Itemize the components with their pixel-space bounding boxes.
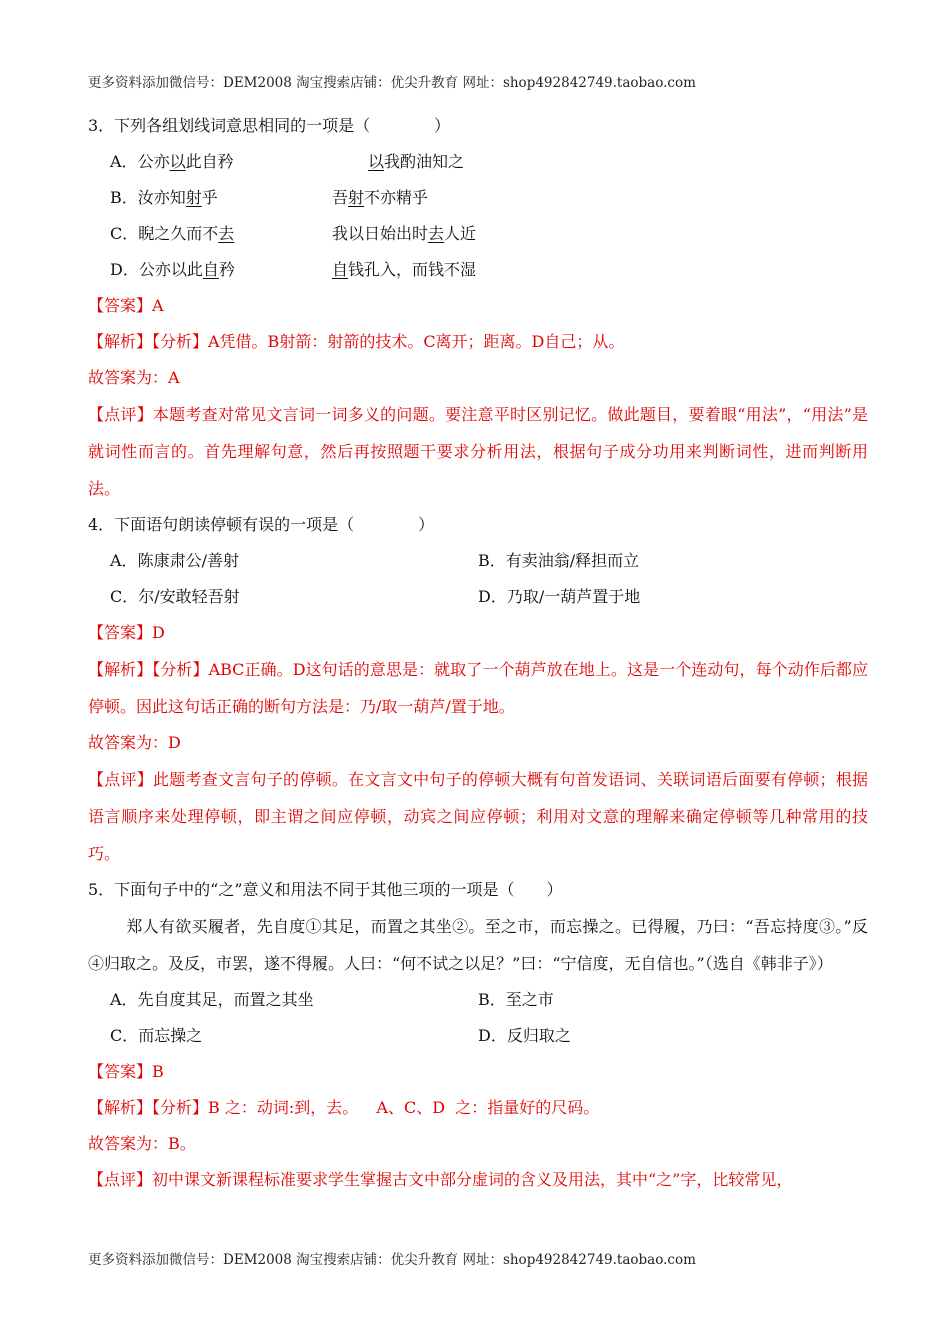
underlined-word: 去 — [428, 224, 445, 243]
q3-option-c: C．睨之久而不去 我以日始出时去人近 — [88, 216, 868, 252]
q5-analysis: 【解析】【分析】B 之：动词:到，去。 A、C、D 之：指量好的尺码。 — [88, 1098, 600, 1117]
q3-conclusion: 故答案为：A — [88, 368, 180, 387]
q4-conclusion: 故答案为：D — [88, 733, 181, 752]
page-header: 更多资料添加微信号：DEM2008 淘宝搜索店铺：优尖升教育 网址：shop492842749.taobao.com — [88, 75, 696, 91]
q5-option-d: D．反归取之 — [478, 1026, 571, 1045]
q5-answer: 【答案】B — [88, 1062, 164, 1081]
q5-conclusion: 故答案为：B。 — [88, 1134, 196, 1153]
underlined-word: 自 — [332, 260, 349, 279]
q3-option-a: A．公亦以此自矜 以我酌油知之 — [88, 144, 868, 180]
q3-analysis: 【解析】【分析】A凭借。B射箭：射箭的技术。C离开；距离。D自己；从。 — [88, 332, 625, 351]
q3-option-d-second: 自钱孔入，而钱不湿 — [332, 260, 477, 279]
page-footer: 更多资料添加微信号：DEM2008 淘宝搜索店铺：优尖升教育 网址：shop492842749.taobao.com — [88, 1252, 696, 1268]
q5-comment: 【点评】初中课文新课程标准要求学生掌握古文中部分虚词的含义及用法，其中“之”字，比较常见， — [88, 1170, 793, 1189]
q3-stem: 3．下列各组划线词意思相同的一项是（ ） — [88, 116, 451, 135]
q3-answer: 【答案】A — [88, 296, 164, 315]
q5-option-b: B．至之市 — [478, 990, 554, 1009]
q3-option-label: A． — [110, 152, 138, 171]
underlined-word: 射 — [185, 188, 202, 207]
q4-option-d: D．乃取/一葫芦置于地 — [478, 587, 641, 606]
q3-option-label: D． — [110, 260, 139, 279]
q3-option-d: D．公亦以此自矜 自钱孔入，而钱不湿 — [88, 252, 868, 288]
q4-analysis: 【解析】【分析】ABC正确。D这句话的意思是：就取了一个葫芦放在地上。这是一个连动句，每个动作后都应停顿。因此这句话正确的断句方法是：乃/取一葫芦/置于地。 — [88, 660, 868, 716]
q3-option-a-second: 以我酌油知之 — [368, 152, 465, 171]
q3-option-b-second: 吾射不亦精乎 — [332, 188, 429, 207]
document-body — [88, 108, 868, 1198]
q4-comment: 【点评】此题考查文言句子的停顿。在文言文中句子的停顿大概有句首发语词、关联词语后面要有停顿；根据语言顺序来处理停顿，即主谓之间应停顿，动宾之间应停顿；利用对文意的理解来确定停顿等几种常用的技巧。 — [88, 770, 868, 863]
q4-answer: 【答案】D — [88, 623, 165, 642]
q4-options-row-2 — [88, 579, 868, 615]
q3-option-b: B．汝亦知射乎 吾射不亦精乎 — [88, 180, 868, 216]
q4-stem: 4．下面语句朗读停顿有误的一项是（ ） — [88, 515, 435, 534]
q5-options-row-2 — [88, 1018, 868, 1054]
q3-option-c-second: 我以日始出时去人近 — [332, 224, 477, 243]
q3-option-label: B． — [110, 188, 138, 207]
underlined-word: 去 — [218, 224, 235, 243]
q5-options-row-1 — [88, 982, 868, 1018]
q5-passage: 郑人有欲买履者，先自度①其足，而置之其坐②。至之市，而忘操之。已得履，乃曰：“吾忘持度③。”反④归取之。及反，市罢，遂不得履。人曰：“何不试之以足？”曰：“宁信度，无自信也。”（选自《韩非子》） — [88, 917, 868, 973]
q5-stem: 5．下面句子中的“之”意义和用法不同于其他三项的一项是（ ） — [88, 880, 563, 899]
underlined-word: 自 — [202, 260, 219, 279]
q3-comment: 【点评】本题考查对常见文言词一词多义的问题。要注意平时区别记忆。做此题目，要着眼“用法”，“用法”是就词性而言的。首先理解句意，然后再按照题干要求分析用法，根据句子成分功用来判断词性，进而判断用法。 — [88, 405, 868, 498]
q3-option-label: C． — [110, 224, 139, 243]
q5-option-c: C．而忘操之 — [110, 1026, 203, 1045]
underlined-word: 以 — [368, 152, 385, 171]
q5-option-a: A．先自度其足，而置之其坐 — [110, 990, 314, 1009]
q4-option-c: C．尔/安敢轻吾射 — [110, 587, 240, 606]
underlined-word: 射 — [348, 188, 365, 207]
q4-option-b: B．有卖油翁/释担而立 — [478, 551, 640, 570]
q4-option-a: A．陈康肃公/善射 — [110, 551, 239, 570]
q4-options-row-1 — [88, 543, 868, 579]
underlined-word: 以 — [169, 152, 186, 171]
